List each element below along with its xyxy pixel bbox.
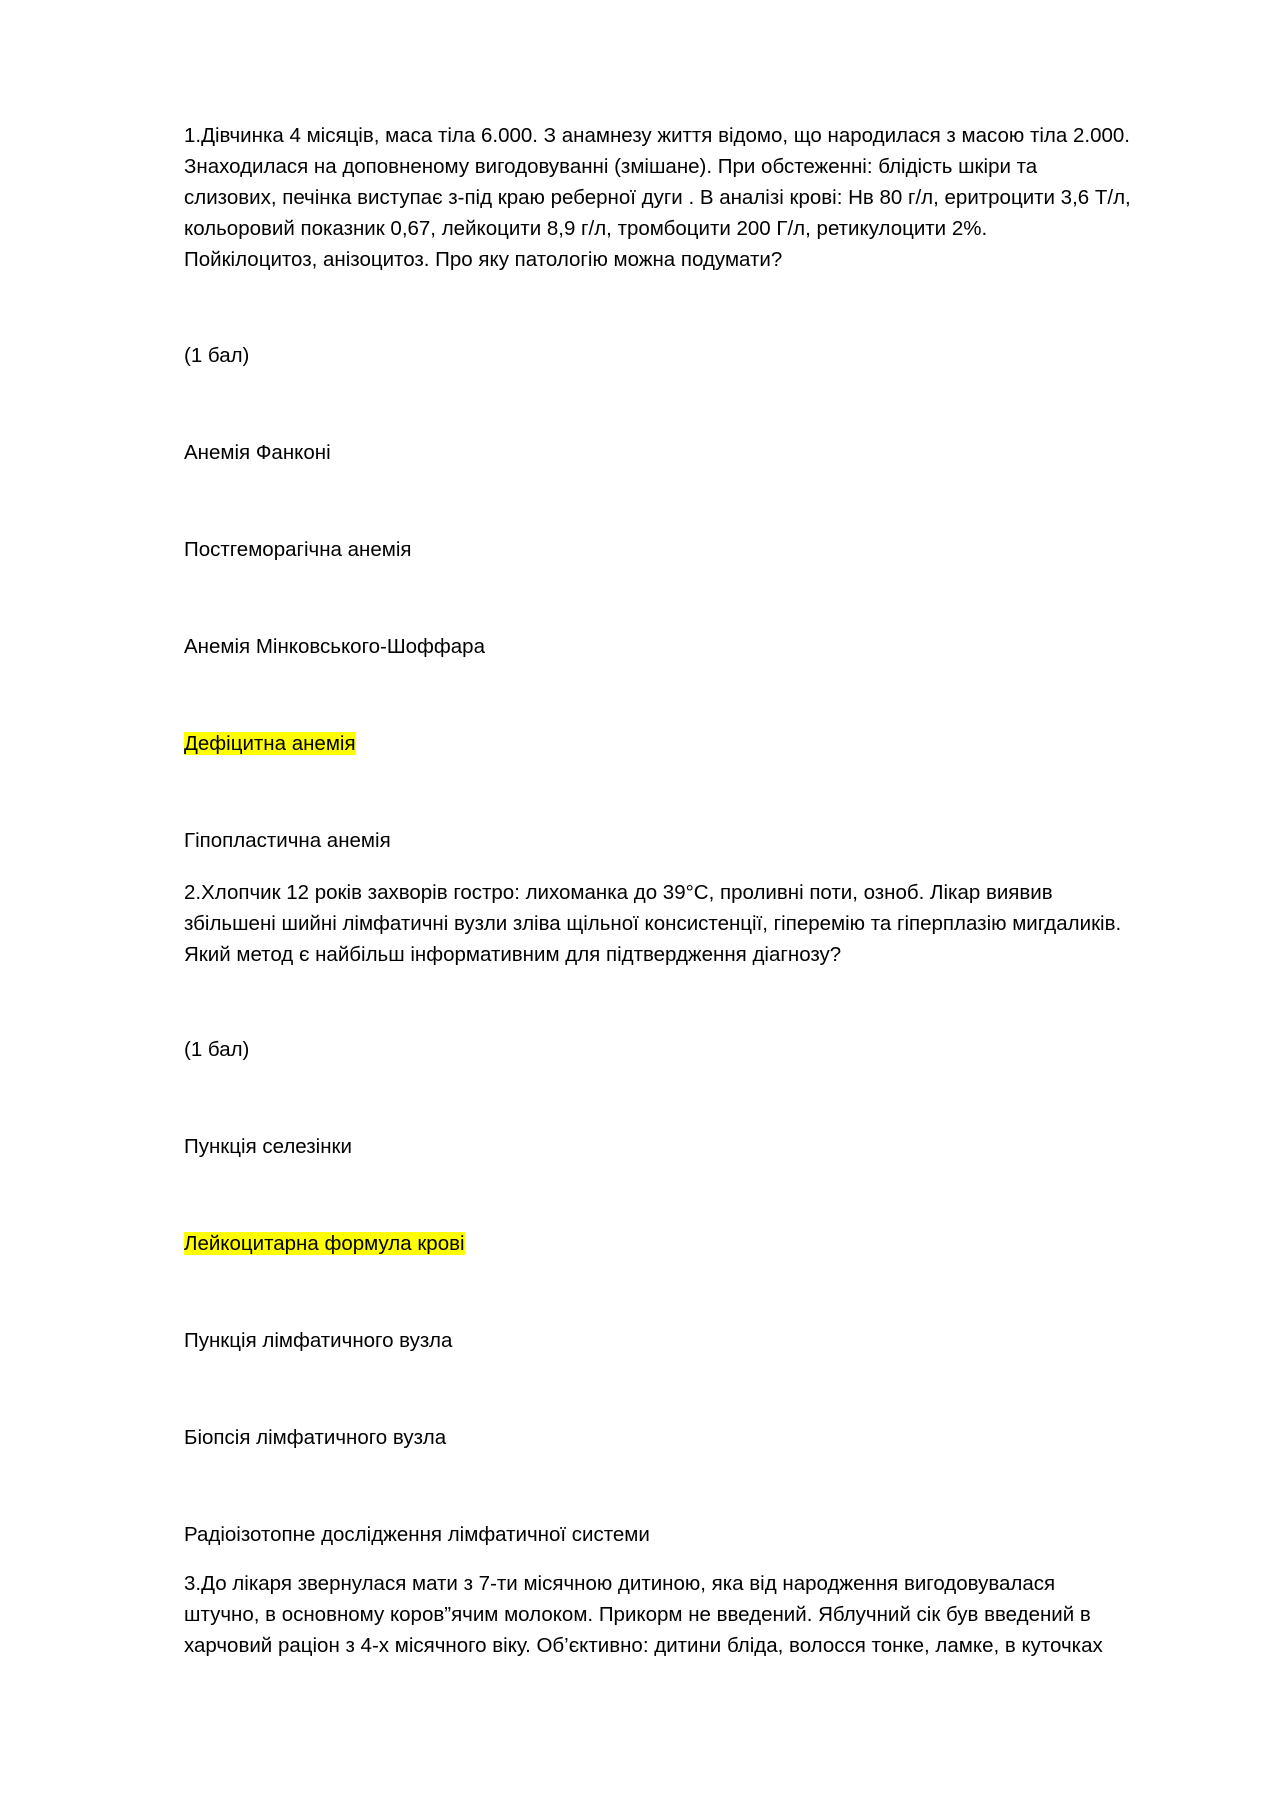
question-2-option-3: Пункція лімфатичного вузла bbox=[184, 1329, 453, 1352]
question-1-option-2: Постгеморагічна анемія bbox=[184, 538, 412, 561]
question-2-option-5: Радіоізотопне дослідження лімфатичної системи bbox=[184, 1523, 650, 1546]
question-1-option-3: Анемія Мінковського-Шоффара bbox=[184, 635, 485, 658]
question-2-points: (1 бал) bbox=[184, 1038, 250, 1061]
question-1-option-4 bbox=[184, 728, 1194, 759]
highlighted-answer: Лейкоцитарна формула крові bbox=[184, 1232, 465, 1255]
question-1-option-1: Анемія Фанконі bbox=[184, 441, 331, 464]
question-3-text: 3.До лікаря звернулася мати з 7-ти місячною дитиною, яка від народження вигодовувалася штучно, в основному коров”ячим молоком. Прикорм не введений. Яблучний сік був введений в харчовий раціон з 4-х місячного віку. Об’єктивно: дитини бліда, волосся тонке, ламке, в куточках bbox=[184, 1572, 1103, 1657]
question-2-option-1: Пункція селезінки bbox=[184, 1135, 352, 1158]
question-1-text: 1.Дівчинка 4 місяців, маса тіла 6.000. З анамнезу життя відомо, що народилася з масою тіла 2.000. Знаходилася на доповненому вигодовуванні (змішане). При обстеженні: блідість шкіри та слизових, печінка виступає з-під краю реберної дуги . В аналізі крові: Нв 80 г/л, еритроцити 3,6 Т/л, кольоровий показник 0,67, лейкоцити 8,9 г/л, тромбоцити 200 Г/л, ретикулоцити 2%. Пойкілоцитоз, анізоцитоз. Про яку патологію можна подумати? bbox=[184, 124, 1131, 271]
question-1-points: (1 бал) bbox=[184, 344, 250, 367]
highlighted-answer: Дефіцитна анемія bbox=[184, 732, 356, 755]
question-2-text: 2.Хлопчик 12 років захворів гостро: лихоманка до 39°С, проливні поти, озноб. Лікар виявив збільшені шийні лімфатичні вузли зліва щільної консистенції, гіперемію та гіперплазію мигдаликів. Який метод є найбільш інформативним для підтвердження діагнозу? bbox=[184, 881, 1122, 966]
question-2-option-2 bbox=[184, 1228, 1194, 1259]
question-1-option-5: Гіпопластична анемія bbox=[184, 829, 391, 852]
question-2-option-4: Біопсія лімфатичного вузла bbox=[184, 1426, 447, 1449]
